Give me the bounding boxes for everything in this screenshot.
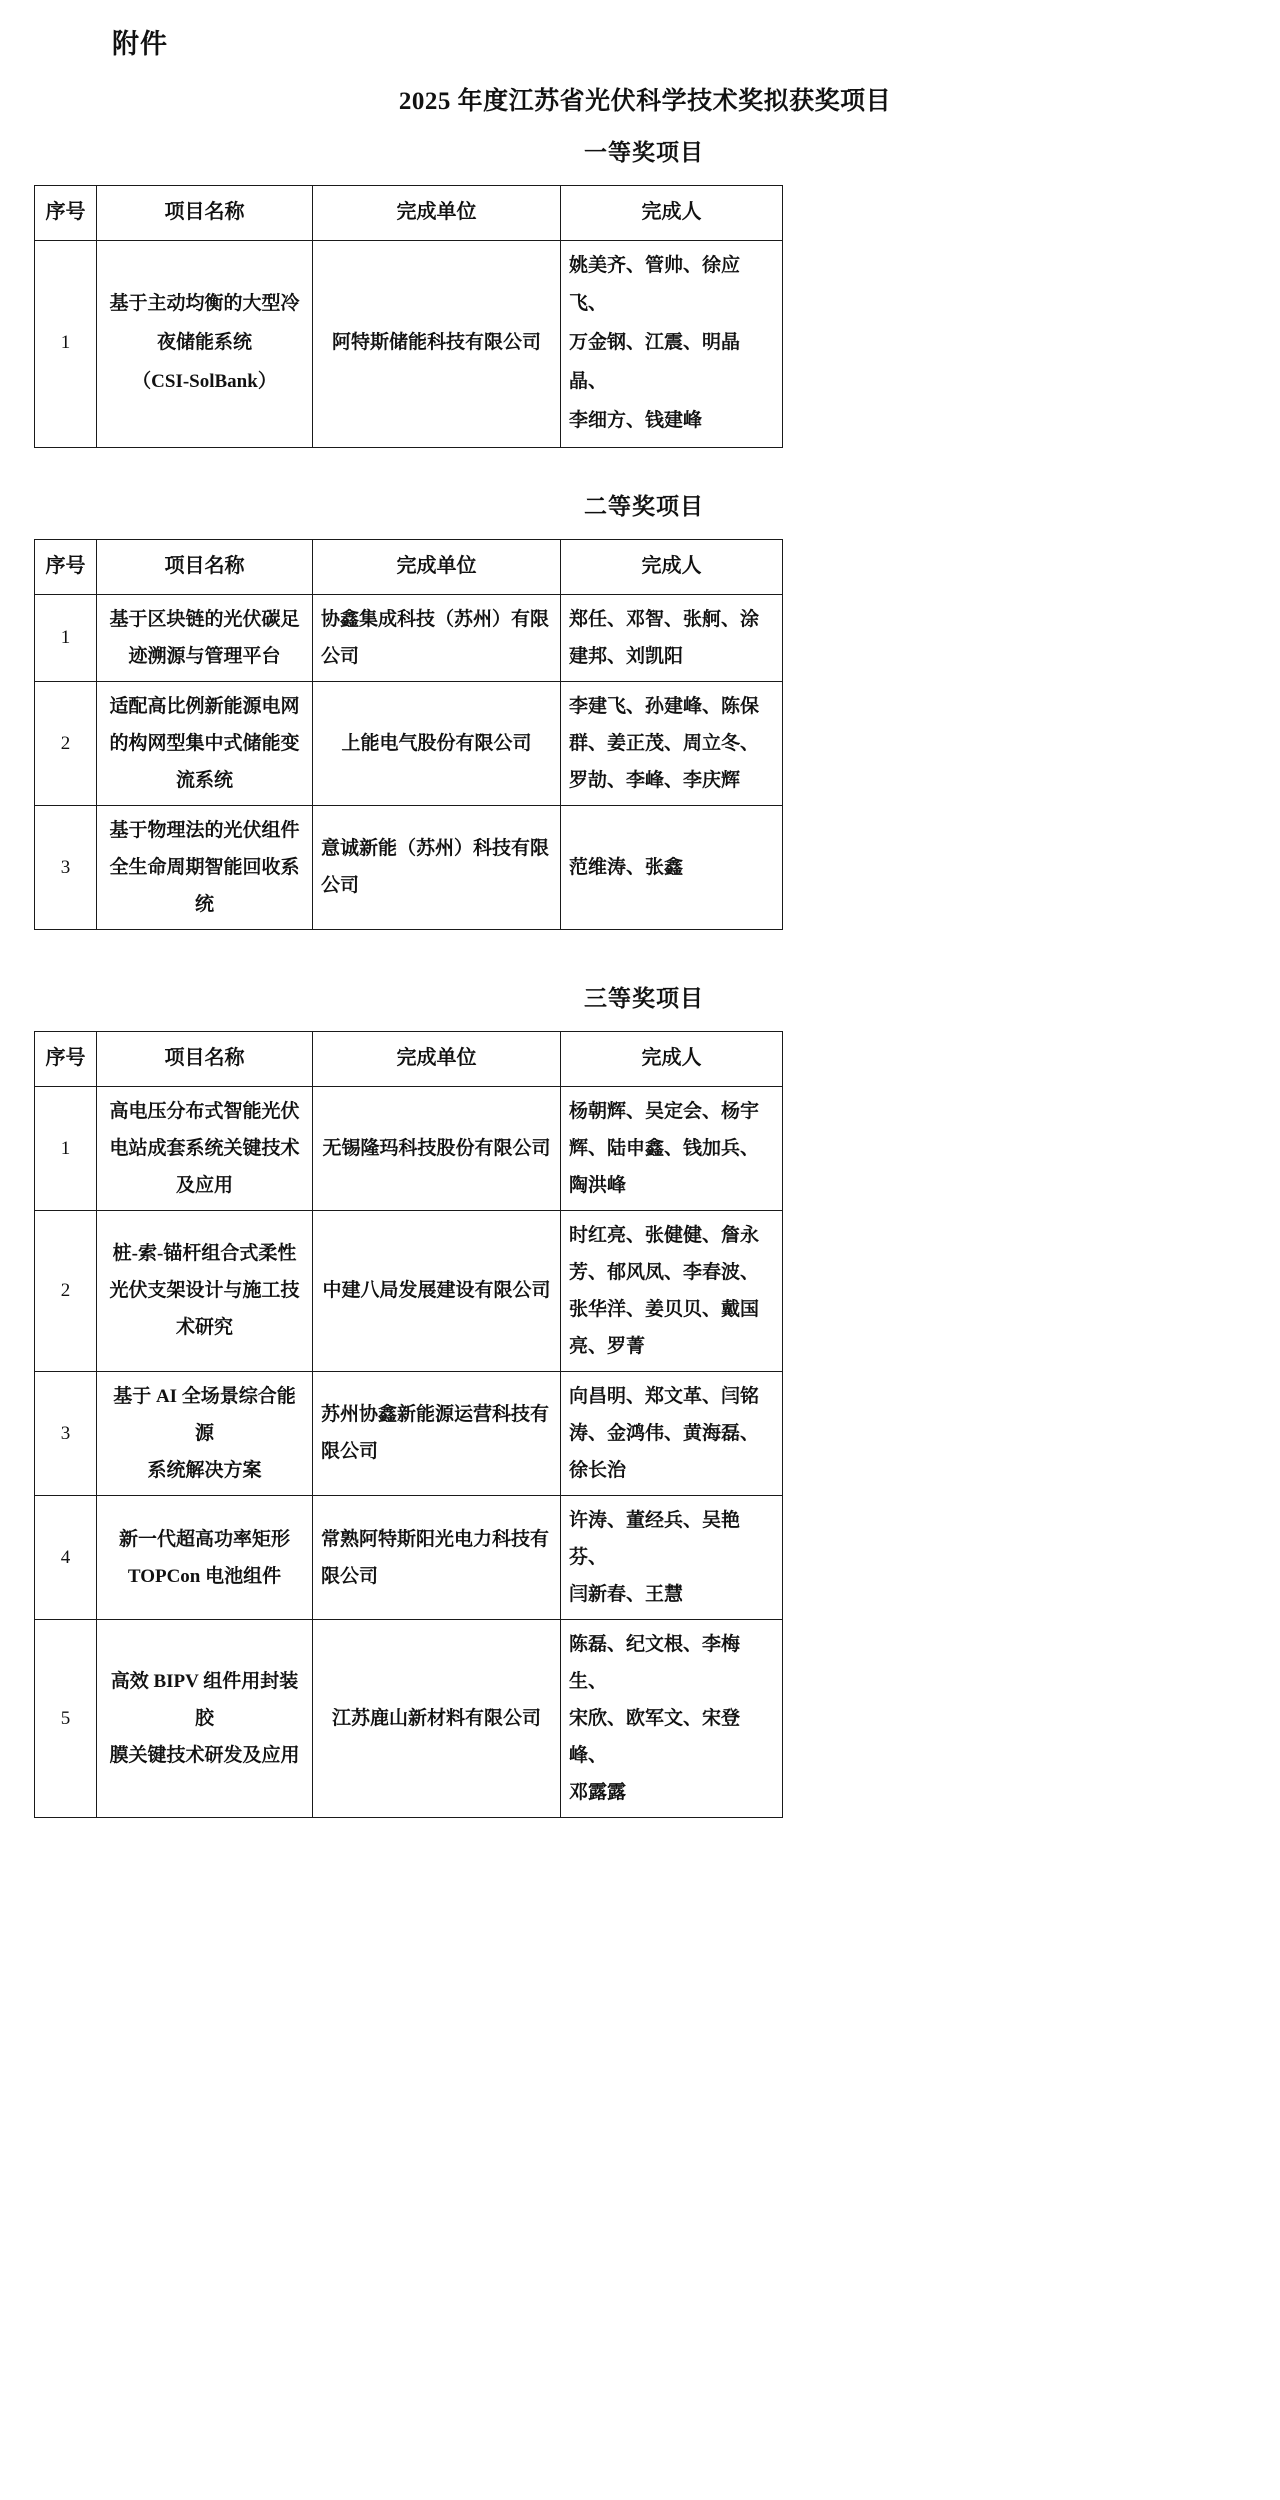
row-people: [561, 594, 783, 681]
project-name-line: 基于区块链的光伏碳足: [109, 608, 300, 630]
row-project-name: [97, 1371, 313, 1495]
row-index: 2: [35, 681, 97, 805]
project-name-line: 全生命周期智能回收系: [109, 856, 300, 878]
row-index: 2: [35, 1210, 97, 1371]
project-name-line: 高电压分布式智能光伏: [109, 1100, 300, 1122]
table-row: [35, 1496, 783, 1620]
table-row: [35, 805, 783, 929]
column-header-unit: 完成单位: [313, 539, 561, 594]
people-line: 陈磊、纪文根、李梅生、: [569, 1634, 741, 1693]
people-line: 许涛、董经兵、吴艳芬、: [569, 1510, 741, 1569]
second-prize-rows: [35, 594, 783, 929]
page-title: 2025 年度江苏省光伏科学技术奖拟获奖项目: [398, 87, 892, 115]
table-row: [35, 594, 783, 681]
table-row: [35, 240, 783, 448]
project-name-line: （CSI-SolBank）: [132, 371, 277, 393]
people-line: 建邦、刘凯阳: [569, 645, 684, 667]
row-project-name: [97, 1496, 313, 1620]
row-unit: [313, 1210, 561, 1371]
table-row: [35, 1371, 783, 1495]
table-header-row: [35, 185, 783, 240]
project-name-line: 的构网型集中式储能变: [109, 732, 300, 754]
unit-line: 阿特斯储能科技有限公司: [331, 332, 541, 354]
unit-line: 限公司: [321, 1441, 379, 1463]
first-prize-rows: [35, 240, 783, 448]
people-line: 郑任、邓智、张舸、涂: [569, 608, 760, 630]
people-line: 涛、金鸿伟、黄海磊、: [569, 1422, 760, 1444]
row-project-name: [97, 1086, 313, 1210]
people-line: 辉、陆申鑫、钱加兵、: [569, 1137, 760, 1159]
unit-line: 协鑫集成科技（苏州）有限: [321, 608, 550, 630]
row-index: 1: [35, 240, 97, 448]
people-line: 张华洋、姜贝贝、戴国: [569, 1298, 760, 1320]
column-header-unit: 完成单位: [313, 185, 561, 240]
row-unit: [313, 681, 561, 805]
column-header-people: 完成人: [561, 1031, 783, 1086]
project-name-line: 桩-索-锚杆组合式柔性: [112, 1243, 297, 1265]
project-name-line: 统: [194, 894, 214, 916]
project-name-line: 光伏支架设计与施工技: [109, 1280, 300, 1302]
project-name-line: 高效 BIPV 组件用封装胶: [110, 1671, 299, 1730]
row-unit: [313, 1620, 561, 1818]
column-header-people: 完成人: [561, 539, 783, 594]
project-name-line: 基于 AI 全场景综合能源: [113, 1385, 296, 1444]
project-name-line: 夜储能系统: [156, 332, 252, 354]
project-name-line: 术研究: [175, 1317, 233, 1339]
people-line: 徐长治: [569, 1459, 627, 1481]
project-name-line: 迹溯源与管理平台: [128, 645, 281, 667]
section-heading-second-prize: 二等奖项目: [584, 494, 704, 520]
unit-line: 限公司: [321, 1565, 379, 1587]
people-line: 群、姜正茂、周立冬、: [569, 732, 760, 754]
unit-line: 江苏鹿山新材料有限公司: [331, 1708, 541, 1730]
second-prize-table: [34, 539, 783, 930]
unit-line: 公司: [321, 645, 360, 667]
row-people: [561, 1086, 783, 1210]
table-row: [35, 1620, 783, 1818]
column-header-index: 序号: [35, 185, 97, 240]
people-line: 李建飞、孙建峰、陈保: [569, 695, 760, 717]
column-header-unit: 完成单位: [313, 1031, 561, 1086]
row-people: [561, 681, 783, 805]
row-unit: [313, 594, 561, 681]
attachment-label: 附件: [112, 29, 168, 59]
unit-line: 常熟阿特斯阳光电力科技有: [321, 1528, 550, 1550]
row-project-name: [97, 1210, 313, 1371]
project-name-line: 流系统: [175, 769, 233, 791]
project-name-line: 适配高比例新能源电网: [109, 695, 300, 717]
people-line: 亮、罗菁: [569, 1335, 646, 1357]
people-line: 邓露露: [569, 1782, 627, 1804]
people-line: 范维涛、张鑫: [569, 856, 684, 878]
people-line: 闫新春、王慧: [569, 1584, 684, 1606]
project-name-line: 基于主动均衡的大型冷: [109, 293, 300, 315]
column-header-project-name: 项目名称: [97, 1031, 313, 1086]
table-row: [35, 1086, 783, 1210]
row-people: [561, 1620, 783, 1818]
table-header-row: [35, 1031, 783, 1086]
row-people: [561, 1496, 783, 1620]
table-header-row: [35, 539, 783, 594]
first-prize-table: [34, 185, 783, 449]
people-line: 杨朝辉、吴定会、杨宇: [569, 1100, 760, 1122]
column-header-index: 序号: [35, 539, 97, 594]
row-unit: [313, 1371, 561, 1495]
row-people: [561, 805, 783, 929]
unit-line: 公司: [321, 875, 360, 897]
third-prize-rows: [35, 1086, 783, 1818]
row-project-name: [97, 594, 313, 681]
unit-line: 上能电气股份有限公司: [341, 732, 532, 754]
column-header-people: 完成人: [561, 185, 783, 240]
people-line: 宋欣、欧军文、宋登峰、: [569, 1708, 741, 1767]
row-unit: [313, 240, 561, 448]
people-line: 向昌明、郑文革、闫铭: [569, 1385, 760, 1407]
column-header-index: 序号: [35, 1031, 97, 1086]
people-line: 时红亮、张健健、詹永: [569, 1224, 760, 1246]
people-line: 姚美齐、管帅、徐应飞、: [569, 254, 741, 315]
project-name-line: 膜关键技术研发及应用: [109, 1745, 300, 1767]
row-index: 5: [35, 1620, 97, 1818]
row-project-name: [97, 681, 313, 805]
row-index: 1: [35, 1086, 97, 1210]
table-row: [35, 1210, 783, 1371]
people-line: 芳、郁风凤、李春波、: [569, 1261, 760, 1283]
row-index: 3: [35, 1371, 97, 1495]
row-project-name: [97, 240, 313, 448]
row-people: [561, 240, 783, 448]
section-heading-first-prize: 一等奖项目: [584, 140, 704, 165]
people-line: 李细方、钱建峰: [569, 410, 703, 432]
row-people: [561, 1210, 783, 1371]
row-unit: [313, 1496, 561, 1620]
unit-line: 中建八局发展建设有限公司: [322, 1280, 551, 1302]
people-line: 万金钢、江震、明晶晶、: [569, 332, 741, 393]
column-header-project-name: 项目名称: [97, 539, 313, 594]
row-index: 1: [35, 594, 97, 681]
row-unit: [313, 1086, 561, 1210]
row-project-name: [97, 805, 313, 929]
project-name-line: 新一代超高功率矩形: [118, 1528, 290, 1550]
project-name-line: TOPCon 电池组件: [127, 1565, 282, 1587]
unit-line: 无锡隆玛科技股份有限公司: [322, 1137, 551, 1159]
column-header-project-name: 项目名称: [97, 185, 313, 240]
unit-line: 苏州协鑫新能源运营科技有: [321, 1404, 550, 1426]
project-name-line: 基于物理法的光伏组件: [109, 819, 300, 841]
project-name-line: 电站成套系统关键技术: [109, 1137, 300, 1159]
unit-line: 意诚新能（苏州）科技有限: [321, 838, 550, 860]
third-prize-table: [34, 1031, 783, 1819]
row-index: 4: [35, 1496, 97, 1620]
project-name-line: 系统解决方案: [147, 1459, 262, 1481]
project-name-line: 及应用: [175, 1174, 233, 1196]
people-line: 陶洪峰: [569, 1174, 627, 1196]
table-row: [35, 681, 783, 805]
row-unit: [313, 805, 561, 929]
row-people: [561, 1371, 783, 1495]
row-project-name: [97, 1620, 313, 1818]
section-heading-third-prize: 三等奖项目: [584, 986, 704, 1012]
people-line: 罗劼、李峰、李庆辉: [569, 769, 741, 791]
row-index: 3: [35, 805, 97, 929]
